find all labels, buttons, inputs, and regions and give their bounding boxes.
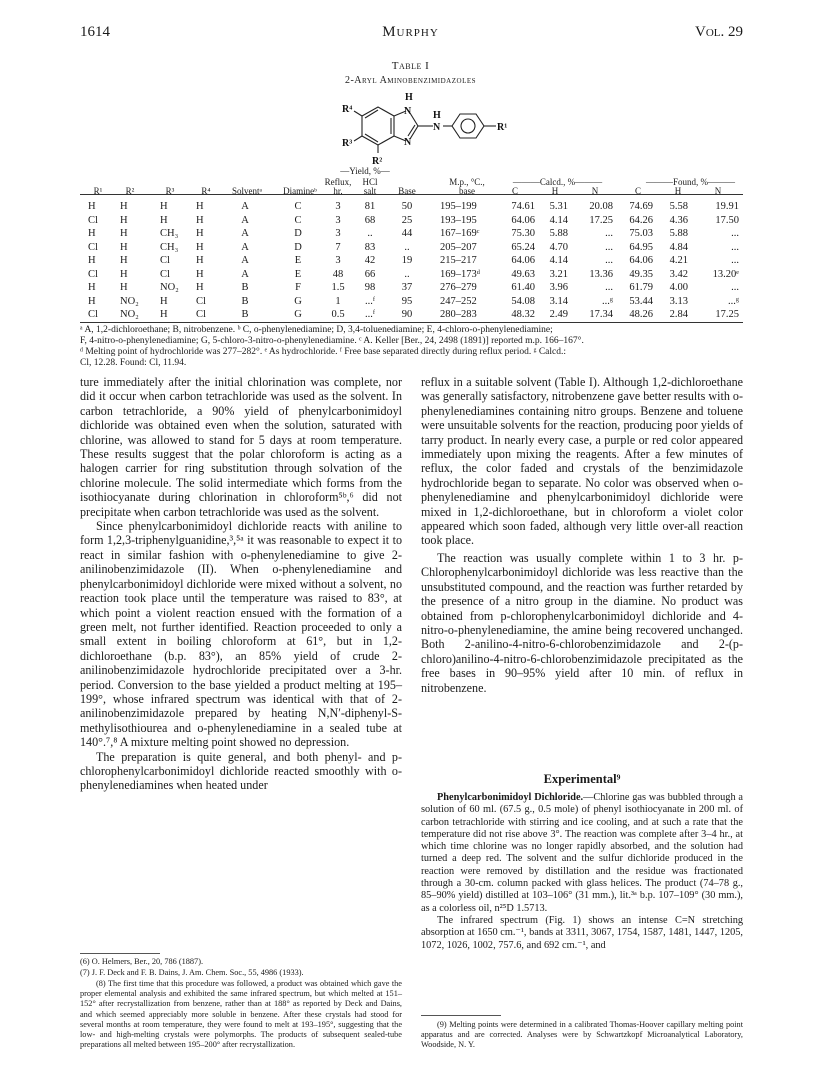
cell-r4: H xyxy=(196,282,204,293)
running-head-author: Murphy xyxy=(382,24,439,40)
cell-solvent: A xyxy=(241,255,249,266)
body-paragraph: Since phenylcarbonimidoyl dichloride reacts with aniline to form 1,2,3-triphenylguanidine,³,⁵ᵃ it was reasonable to expect it to react in similar fashion with o-phenylenediamine to give 2-anilinobenzimidazole (II). When o-phenylenediamine and phenylcarbonimidoyl dichloride were mixed without a solvent, no reaction took place until the temperature was raised to 83°, at which point a violent reaction ensued with the formation of a green melt, not further identified. Reaction proceeded to only a small extent in boiling chloroform at 61°, but in 1,2-dichloroethane (b.p. 83°), an 85% yield of crude 2-anilinobenzimidazole hydrochloride precipitated over a 3-hr. period. Conversion to the base yielded a product melting at 195–199°, whose infrared spectrum was identical with that of 2-anilinobenzimidazole prepared by heating N,N′-diphenyl-S-methylisothiourea and o-phenylenediamine in a sealed tube at 140°.⁷,⁸ A mixture melting point showed no depression. xyxy=(80,519,402,750)
col-header-reflux-unit: hr. xyxy=(333,186,343,196)
cell-found-c: 64.26 xyxy=(629,214,653,226)
reference-6: (6) O. Helmers, Ber., 20, 786 (1887). xyxy=(80,957,204,966)
benzimidazole-structure-diagram xyxy=(300,90,540,170)
cell-diamine: D xyxy=(294,241,302,253)
cell-solvent: A xyxy=(241,228,249,239)
col-header-r4: R⁴ xyxy=(201,186,211,196)
cell-hcl-salt-yield: 83 xyxy=(364,241,376,253)
cell-calcd-n: 20.08 xyxy=(589,201,613,212)
col-header-found-h: H xyxy=(674,186,682,196)
cell-calcd-h: 5.31 xyxy=(549,201,568,212)
cell-r2: NO₂ xyxy=(120,295,139,307)
cell-r4: H xyxy=(196,228,204,239)
table-footnote: Cl, 12.28. Found: Cl, 11.94. xyxy=(80,358,187,368)
cell-r1: H xyxy=(88,201,96,212)
cell-hcl-salt-yield: 66 xyxy=(364,268,376,280)
table-row xyxy=(0,200,821,213)
cell-r2: NO₂ xyxy=(120,309,139,320)
cell-hcl-salt-yield: ...ᶠ xyxy=(364,295,376,307)
cell-found-c: 64.06 xyxy=(629,255,653,266)
cell-diamine: F xyxy=(295,282,301,293)
cell-solvent: B xyxy=(241,309,249,320)
footnote-separator xyxy=(421,1015,501,1016)
cell-found-c: 49.35 xyxy=(629,268,653,280)
cell-calcd-c: 65.24 xyxy=(511,241,535,253)
cell-calcd-c: 64.06 xyxy=(511,255,535,266)
experimental-heading: Experimental⁹ xyxy=(543,772,621,786)
cell-r4: H xyxy=(196,214,204,226)
cell-r4: Cl xyxy=(196,309,206,320)
cell-r1: Cl xyxy=(88,241,98,253)
cell-r3: H xyxy=(160,295,168,307)
cell-calcd-c: 64.06 xyxy=(511,214,535,226)
col-header-diamine: Diamineᵇ xyxy=(283,186,317,196)
cell-calcd-c: 48.32 xyxy=(511,309,535,320)
cell-calcd-n: ... xyxy=(605,282,613,293)
table-row xyxy=(0,214,821,227)
col-header-solvent: Solventᵃ xyxy=(232,186,262,196)
table-row xyxy=(0,254,821,267)
anilino-h-label: H xyxy=(433,110,441,121)
cell-reflux-hr: 0.5 xyxy=(331,309,345,320)
cell-diamine: E xyxy=(294,255,302,266)
cell-diamine: C xyxy=(294,214,302,226)
cell-mp: 169–173ᵈ xyxy=(440,268,481,280)
cell-r3: Cl xyxy=(160,268,170,280)
cell-diamine: C xyxy=(294,201,302,212)
cell-mp: 195–199 xyxy=(440,201,477,212)
cell-reflux-hr: 3 xyxy=(335,228,341,239)
cell-reflux-hr: 3 xyxy=(335,214,341,226)
cell-hcl-salt-yield: 81 xyxy=(364,201,376,212)
cell-base-yield: .. xyxy=(404,268,410,280)
cell-r3: CH₃ xyxy=(160,241,179,253)
cell-found-h: 4.21 xyxy=(669,255,688,266)
cell-r2: H xyxy=(120,268,128,280)
cell-found-c: 75.03 xyxy=(629,228,653,239)
col-header-hcl-salt: salt xyxy=(363,186,377,196)
cell-mp: 276–279 xyxy=(440,282,477,293)
cell-r3: NO₂ xyxy=(160,282,179,293)
cell-diamine: E xyxy=(294,268,302,280)
cell-r1: Cl xyxy=(88,214,98,226)
cell-found-c: 61.79 xyxy=(629,282,653,293)
cell-diamine: G xyxy=(294,295,302,307)
cell-calcd-h: 3.96 xyxy=(549,282,568,293)
cell-hcl-salt-yield: 98 xyxy=(364,282,376,293)
table-row xyxy=(0,308,821,321)
cell-found-h: 5.58 xyxy=(669,201,688,212)
cell-reflux-hr: 1 xyxy=(335,295,341,307)
col-header-base: Base xyxy=(398,186,416,196)
cell-mp: 205–207 xyxy=(440,241,477,253)
experimental-paragraph: The infrared spectrum (Fig. 1) shows an intense C=N stretching absorption at 1650 cm.⁻¹, bands at 3311, 3067, 1754, 1587, 1481, 1447, 1205, 1072, 1026, 1002, 757.6, and 692 cm.⁻¹, and xyxy=(421,914,743,951)
table-header-rule xyxy=(80,194,743,195)
experimental-text xyxy=(421,792,743,952)
cell-r1: H xyxy=(88,255,96,266)
compound-title: Phenylcarbonimidoyl Dichloride. xyxy=(437,792,584,803)
cell-found-n: ...ᵍ xyxy=(727,295,739,307)
cell-r3: H xyxy=(160,309,168,320)
found-group-header: ———Found, %——— xyxy=(645,177,735,187)
cell-r4: Cl xyxy=(196,295,206,307)
cell-calcd-c: 75.30 xyxy=(511,228,535,239)
cell-found-h: 4.00 xyxy=(669,282,688,293)
cell-found-n: 17.25 xyxy=(715,309,739,320)
cell-base-yield: 37 xyxy=(401,282,413,293)
col-header-calcd-n: N xyxy=(591,186,599,196)
cell-found-c: 74.69 xyxy=(629,201,653,212)
col-header-mp-base: base xyxy=(459,186,475,196)
cell-calcd-n: 17.34 xyxy=(589,309,613,320)
calcd-group-header: ———Calcd., %——— xyxy=(512,177,603,187)
cell-base-yield: 90 xyxy=(401,309,413,320)
col-header-r1: R¹ xyxy=(93,186,103,196)
cell-r1: H xyxy=(88,295,96,307)
page-number: 1614 xyxy=(80,24,110,40)
cell-r2: H xyxy=(120,214,128,226)
cell-solvent: A xyxy=(241,268,249,280)
cell-reflux-hr: 48 xyxy=(332,268,344,280)
cell-r2: H xyxy=(120,228,128,239)
r4-label: R⁴ xyxy=(342,104,353,115)
cell-found-n: ... xyxy=(731,241,739,253)
cell-r3: Cl xyxy=(160,255,170,266)
cell-calcd-n: 17.25 xyxy=(589,214,613,226)
cell-r4: H xyxy=(196,241,204,253)
cell-reflux-hr: 3 xyxy=(335,201,341,212)
cell-hcl-salt-yield: ...ᶠ xyxy=(364,309,376,320)
cell-r4: H xyxy=(196,201,204,212)
benzo-ring xyxy=(362,107,394,145)
cell-hcl-salt-yield: .. xyxy=(367,228,373,239)
cell-found-c: 53.44 xyxy=(629,295,653,307)
cell-base-yield: 25 xyxy=(401,214,413,226)
cell-found-h: 2.84 xyxy=(669,309,688,320)
cell-found-c: 64.95 xyxy=(629,241,653,253)
cell-mp: 280–283 xyxy=(440,309,477,320)
cell-calcd-h: 5.88 xyxy=(549,228,568,239)
r1-label: R¹ xyxy=(497,122,508,133)
body-paragraph: The preparation is quite general, and both phenyl- and p-chlorophenylcarbonimidoyl dichloride reacted smoothly with o-phenylenediamines when heated under xyxy=(80,749,402,793)
cell-r2: H xyxy=(120,201,128,212)
cell-calcd-c: 49.63 xyxy=(511,268,535,280)
cell-calcd-h: 4.14 xyxy=(549,255,568,266)
n1-label: N xyxy=(404,106,412,117)
cell-hcl-salt-yield: 42 xyxy=(364,255,376,266)
reference-7: (7) J. F. Deck and F. B. Dains, J. Am. Chem. Soc., 55, 4986 (1933). xyxy=(80,968,304,977)
phenyl-ring xyxy=(452,114,484,138)
footnote-9: (9) Melting points were determined in a calibrated Thomas-Hoover capillary melting point apparatus and are corrected. Analyses were by Schwartzkopf Microanalytical Laboratory, Woodside, N. Y. xyxy=(421,1020,743,1050)
cell-calcd-h: 4.14 xyxy=(549,214,568,226)
table-row xyxy=(0,241,821,254)
right-column-text xyxy=(421,375,743,695)
left-column-text xyxy=(80,375,402,793)
cell-r1: Cl xyxy=(88,309,98,320)
table-row xyxy=(0,268,821,281)
cell-calcd-h: 4.70 xyxy=(549,241,568,253)
cell-solvent: A xyxy=(241,214,249,226)
cell-calcd-n: 13.36 xyxy=(589,268,613,280)
body-paragraph: reflux in a suitable solvent (Table I). Although 1,2-dichloroethane was generally satisfactory, nitrobenzene gave better results with o-phenylenediamines containing nitro groups. Benzene and toluene were unsuitable solvents for the reaction, producing poor yields of tarry product. In nearly every case, a purple or red color appeared immediately upon mixing the reagents. After a few minutes of reflux, the color faded and crystals of the benzimidazole hydrochloride began to separate. No color was observed when o-phenylenediamine and phenylcarbonimidoyl dichloride were mixed in 1,2-dichloroethane, but in chloroform a violet color appeared which soon faded, although very little over-all reaction took place. xyxy=(421,375,743,548)
cell-calcd-n: ... xyxy=(605,228,613,239)
col-header-mp: M.p., °C., xyxy=(449,177,485,187)
cell-r2: H xyxy=(120,255,128,266)
body-paragraph: ture immediately after the initial chlorination was complete, nor did it occur when carbon tetrachloride was used as the solvent. In carbon tetrachloride, a 90% yield of phenylcarbonimidoyl dichloride was obtained even when the solution, saturated with chlorine, was allowed to stand for 5 days at room temperature. These results suggest that the polar chloroform is acting as a halogen carrier for ring substitution through solvation of the chlorine molecule. The solid intermediate which forms from the isothiocyanate during chlorination in chloroform⁵ᵇ,⁶ did not precipitate when carbon tetrachloride was used as the solvent. xyxy=(80,375,402,519)
cell-solvent: A xyxy=(241,201,249,212)
cell-found-n: 17.50 xyxy=(715,214,739,226)
cell-calcd-n: ... xyxy=(605,255,613,266)
table-row xyxy=(0,281,821,294)
cell-calcd-n: ...ᵍ xyxy=(601,295,613,307)
cell-r3: CH₃ xyxy=(160,228,179,239)
cell-base-yield: 95 xyxy=(401,295,413,307)
table-footnote: ᵈ Melting point of hydrochloride was 277–282°. ᵉ As hydrochloride. ᶠ Free base separated directly during reflux period. ᵍ Calcd.: xyxy=(80,347,567,357)
cell-found-h: 3.13 xyxy=(669,295,688,307)
cell-r2: H xyxy=(120,241,128,253)
cell-diamine: G xyxy=(294,309,302,320)
cell-r2: H xyxy=(120,282,128,293)
cell-r1: H xyxy=(88,282,96,293)
cell-base-yield: .. xyxy=(404,241,410,253)
col-header-reflux: Reflux, xyxy=(324,177,352,187)
anilino-n-label: N xyxy=(433,122,441,133)
cell-calcd-h: 3.14 xyxy=(549,295,568,307)
col-header-calcd-c: C xyxy=(511,186,518,196)
cell-found-h: 3.42 xyxy=(669,268,688,280)
body-paragraph: The reaction was usually complete within 1 to 3 hr. p-Chlorophenylcarbonimidoyl dichloride was less reactive than the unsubstituted compound, and the reaction was further retarded by the presence of a nitro group in the diamine. No product was obtained from p-chlorophenylcarbonimidoyl dichloride and 4-nitro-o-phenylenediamine, the amine being recovered unchanged. Both 2-anilino-4-nitro-6-chlorobenzimidazole and 2-(p-chloro)anilino-4-nitro-6-chlorobenzimidazole precipitated as the free bases in 90–95% yield after 10 min. of reflux in nitrobenzene. xyxy=(421,550,743,695)
cell-found-h: 4.84 xyxy=(669,241,688,253)
cell-mp: 193–195 xyxy=(440,214,477,226)
cell-hcl-salt-yield: 68 xyxy=(364,214,376,226)
cell-calcd-c: 74.61 xyxy=(511,201,535,212)
cell-r1: H xyxy=(88,228,96,239)
cell-found-n: 13.20ᵉ xyxy=(712,268,739,280)
cell-mp: 247–252 xyxy=(440,295,477,307)
n3-label: N xyxy=(404,137,412,148)
cell-reflux-hr: 3 xyxy=(335,255,341,266)
nh-h-label: H xyxy=(405,92,413,103)
cell-reflux-hr: 1.5 xyxy=(331,282,345,293)
cell-r4: H xyxy=(196,268,204,280)
cell-found-c: 48.26 xyxy=(629,309,653,320)
cell-base-yield: 44 xyxy=(401,228,413,239)
cell-found-h: 5.88 xyxy=(669,228,688,239)
table-footnote: ᵃ A, 1,2-dichloroethane; B, nitrobenzene. ᵇ C, o-phenylenediamine; D, 3,4-toluenediamine; E, 4-chloro-o-phenylenediamine; xyxy=(80,325,553,335)
cell-solvent: B xyxy=(241,282,249,293)
cell-base-yield: 19 xyxy=(401,255,413,266)
cell-diamine: D xyxy=(294,228,302,239)
cell-found-n: ... xyxy=(731,228,739,239)
reference-8: (8) The first time that this procedure was followed, a product was obtained which gave the proper elemental analysis and exhibited the same infrared spectrum, but which melted at 151–152° after recrystallization from benzene, rather than at 188° as reported by Deck and Dains, and which seemed appreciably more soluble in benzene. After these crystals had stood for several months at room temperature, they were found to melt at 193–195°, suggesting that the low- and high-melting crystals were polymorphs. The products of subsequent sealed-tube preparations all melted between 195–200° after recrystallization. xyxy=(80,979,402,1050)
col-header-r2: R² xyxy=(125,186,135,196)
volume-label: Vol. 29 xyxy=(695,24,743,40)
cell-r4: H xyxy=(196,255,204,266)
table-row xyxy=(0,295,821,308)
col-header-found-c: C xyxy=(634,186,641,196)
cell-calcd-c: 54.08 xyxy=(511,295,535,307)
cell-found-n: 19.91 xyxy=(715,201,739,212)
table-footnote: F, 4-nitro-o-phenylenediamine; G, 5-chloro-3-nitro-o-phenylenediamine. ᶜ A. Keller [Ber., 24, 2498 (1891)] reported m.p. 166–167°. xyxy=(80,336,584,346)
cell-solvent: A xyxy=(241,241,249,253)
cell-found-h: 4.36 xyxy=(669,214,688,226)
reference-separator xyxy=(80,953,160,954)
cell-found-n: ... xyxy=(731,255,739,266)
table-row xyxy=(0,227,821,240)
cell-r3: H xyxy=(160,201,168,212)
cell-mp: 167–169ᶜ xyxy=(440,228,480,239)
cell-reflux-hr: 7 xyxy=(335,241,341,253)
col-header-found-n: N xyxy=(714,186,722,196)
table-title: Table I xyxy=(391,60,430,72)
col-header-hcl: HCl xyxy=(362,177,378,187)
col-header-calcd-h: H xyxy=(551,186,559,196)
r2-label: R² xyxy=(372,156,383,167)
cell-calcd-c: 61.40 xyxy=(511,282,535,293)
cell-r3: H xyxy=(160,214,168,226)
col-header-r3: R³ xyxy=(165,186,175,196)
table-subtitle: 2-Aryl Aminobenzimidazoles xyxy=(344,75,477,86)
cell-calcd-n: ... xyxy=(605,241,613,253)
cell-base-yield: 50 xyxy=(401,201,413,212)
cell-mp: 215–217 xyxy=(440,255,477,266)
yield-group-header: —Yield, %— xyxy=(340,166,390,176)
cell-r1: Cl xyxy=(88,268,98,280)
cell-found-n: ... xyxy=(731,282,739,293)
cell-calcd-h: 3.21 xyxy=(549,268,568,280)
table-bottom-rule xyxy=(80,322,743,323)
cell-solvent: B xyxy=(241,295,249,307)
experimental-paragraph: —Chlorine gas was bubbled through a solution of 60 ml. (67.5 g., 0.5 mole) of phenyl isothiocyanate in 200 ml. of carbon tetrachloride with stirring and ice cooling, and at such a rate that the temperature did not rise above 3°. The reaction was complete after 3–4 hr., at which time chlorine was no longer rapidly absorbed, and the solution had turned a deep red. The solvent and the sulfur dichloride produced in the reaction were removed by distillation and the residue was fractionated through a 30-cm. column packed with glass helices. The product (74–78 g., 85–90% yield) distilled at 103–106° (31 mm.), lit.³ᵃ b.p. 107–109° (30 mm.), as a colorless oil, n²⁵D 1.5713. xyxy=(421,792,743,914)
cell-calcd-h: 2.49 xyxy=(549,309,568,320)
r3-label: R³ xyxy=(342,138,353,149)
